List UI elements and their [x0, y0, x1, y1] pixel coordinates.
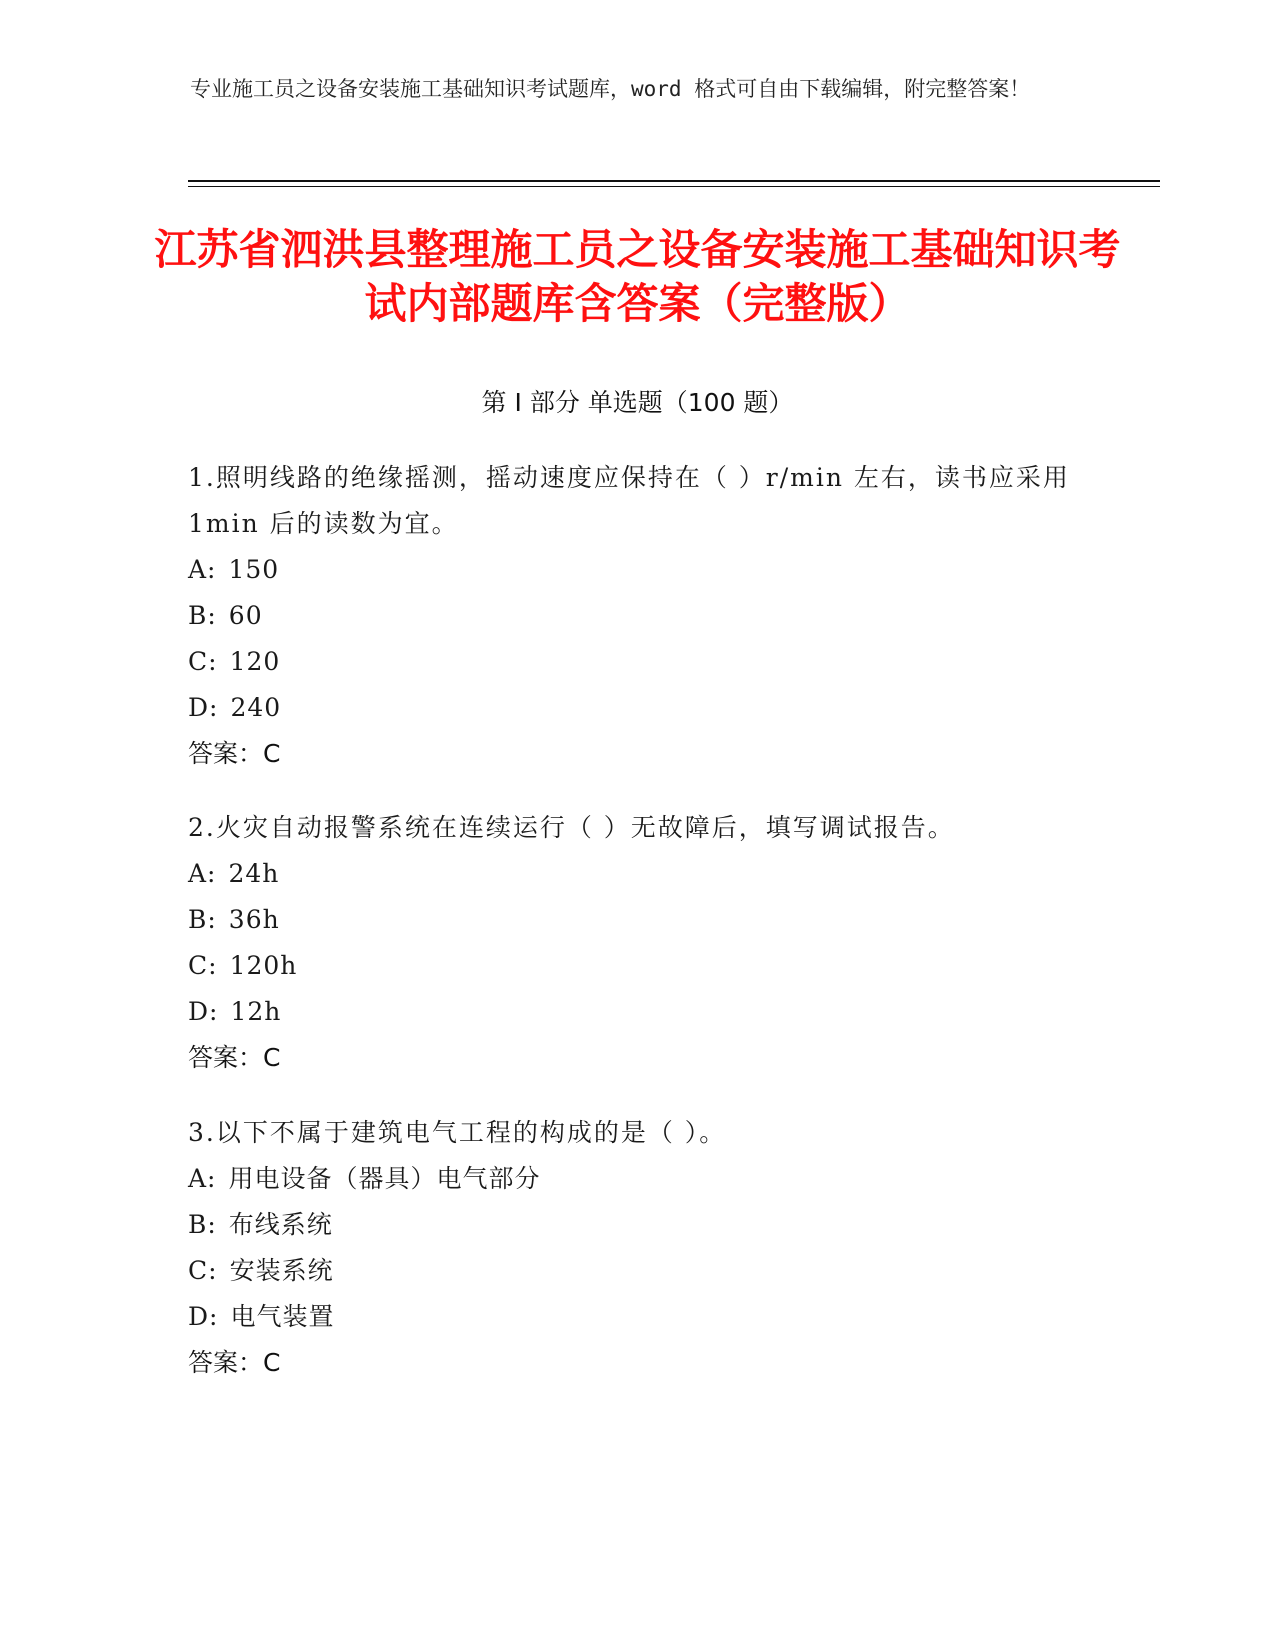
document-title: 江苏省泗洪县整理施工员之设备安装施工基础知识考试内部题库含答案（完整版） — [154, 225, 1121, 328]
option-key: D: — [188, 693, 219, 722]
option-d — [188, 1294, 1088, 1340]
option-key: A: — [188, 859, 217, 888]
header-rule-thin — [188, 186, 1160, 187]
option-c — [188, 639, 1088, 685]
option-key: C: — [188, 951, 218, 980]
option-a — [188, 1156, 1088, 1202]
question-stem: 2.火灾自动报警系统在连续运行（ ）无故障后，填写调试报告。 — [188, 813, 955, 842]
option-d — [188, 989, 1088, 1035]
question-stem: 1.照明线路的绝缘摇测，摇动速度应保持在（ ）r/min 左右，读书应采用 1min 后的读数为宜。 — [188, 463, 1070, 538]
option-d — [188, 685, 1088, 731]
option-key: A: — [188, 1164, 217, 1193]
option-text: 12h — [230, 997, 282, 1026]
answer-line: 答案：C — [188, 1043, 281, 1072]
answer-line: 答案：C — [188, 1348, 281, 1377]
question-3 — [188, 1110, 1088, 1386]
section-heading: 第 I 部分 单选题（100 题） — [481, 388, 794, 417]
option-b — [188, 1202, 1088, 1248]
question-1 — [188, 455, 1088, 777]
option-text: 24h — [228, 859, 280, 888]
option-text: 布线系统 — [228, 1210, 333, 1239]
option-c — [188, 1248, 1088, 1294]
option-c — [188, 943, 1088, 989]
option-text: 36h — [228, 905, 280, 934]
option-key: D: — [188, 1302, 219, 1331]
option-text: 安装系统 — [229, 1256, 334, 1285]
question-2 — [188, 805, 1088, 1081]
option-key: B: — [188, 601, 217, 630]
option-key: B: — [188, 905, 217, 934]
option-b — [188, 897, 1088, 943]
option-text: 240 — [230, 693, 282, 722]
option-text: 120 — [229, 647, 281, 676]
option-key: A: — [188, 555, 217, 584]
option-text: 120h — [229, 951, 298, 980]
option-text: 电气装置 — [230, 1302, 335, 1331]
option-text: 60 — [228, 601, 263, 630]
header-rule-thick — [188, 180, 1160, 182]
header-note: 专业施工员之设备安装施工基础知识考试题库，word 格式可自由下载编辑，附完整答案！ — [190, 77, 1031, 101]
option-text: 150 — [228, 555, 280, 584]
option-key: B: — [188, 1210, 217, 1239]
option-b — [188, 593, 1088, 639]
option-key: D: — [188, 997, 219, 1026]
option-key: C: — [188, 1256, 218, 1285]
question-stem: 3.以下不属于建筑电气工程的构成的是（ ）。 — [188, 1118, 727, 1147]
option-key: C: — [188, 647, 218, 676]
option-a — [188, 547, 1088, 593]
option-a — [188, 851, 1088, 897]
option-text: 用电设备（器具）电气部分 — [228, 1164, 541, 1193]
answer-line: 答案：C — [188, 739, 281, 768]
